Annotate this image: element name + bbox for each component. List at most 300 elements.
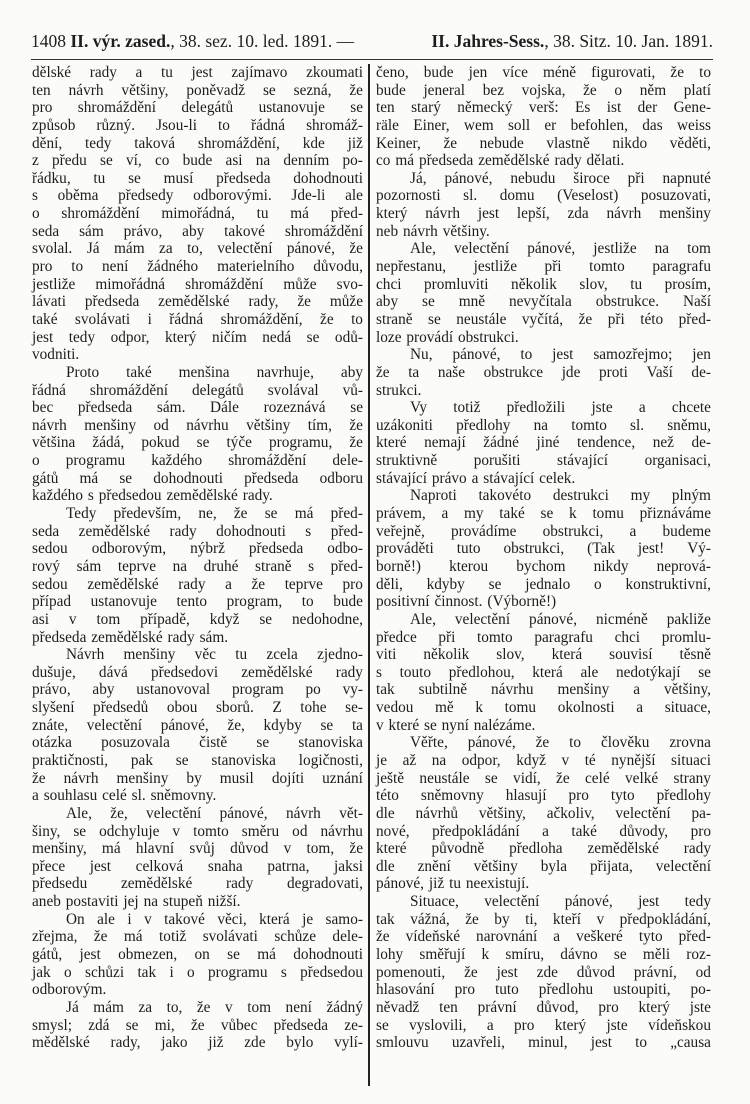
word: že xyxy=(535,734,550,752)
word: vět- xyxy=(339,804,363,822)
word: sněmovny. xyxy=(150,787,217,805)
text-line xyxy=(32,364,363,382)
text-line xyxy=(376,364,711,382)
word: teprve xyxy=(284,575,323,593)
word: předseda xyxy=(84,293,140,311)
word: (Veselost) xyxy=(557,187,619,205)
word: především, xyxy=(113,505,182,523)
word: předseda xyxy=(248,540,304,558)
word: praktičnosti, xyxy=(32,751,109,769)
word: dohodnouti xyxy=(153,469,223,487)
word: týče xyxy=(226,434,252,452)
word: to xyxy=(351,310,363,328)
word: chcete xyxy=(671,399,711,417)
word: jest xyxy=(89,857,112,875)
word: sám. xyxy=(199,628,229,646)
text-line xyxy=(376,911,711,929)
word: pánové, xyxy=(564,893,613,911)
word: totiž xyxy=(453,399,481,417)
text-line xyxy=(376,893,711,911)
word: nedotýkají xyxy=(615,663,681,681)
word: ačkoliv, xyxy=(546,804,595,822)
word: rady xyxy=(683,840,711,858)
word: že xyxy=(251,575,266,593)
word: se xyxy=(119,469,133,487)
word: se xyxy=(73,822,87,840)
text-line xyxy=(32,823,363,841)
word: k xyxy=(569,505,577,523)
word: není xyxy=(285,998,312,1016)
word: široce xyxy=(573,169,610,187)
word: Tedy xyxy=(66,505,97,523)
word: dele- xyxy=(332,928,363,946)
text-line xyxy=(32,981,363,999)
column-divider xyxy=(368,64,370,1086)
word: předseda xyxy=(418,152,474,170)
word: je xyxy=(376,751,388,769)
word: ta xyxy=(408,363,420,381)
word: tak xyxy=(137,963,157,981)
word: rady xyxy=(167,628,195,646)
word: ze- xyxy=(344,1016,363,1034)
text-line xyxy=(32,276,363,294)
word: návrhu xyxy=(491,681,534,699)
word: bylo xyxy=(286,1034,314,1052)
word: šiny, xyxy=(32,822,61,840)
word: dělati. xyxy=(586,152,625,170)
word: s xyxy=(280,963,287,981)
word: když xyxy=(516,751,546,769)
word: sněmovny xyxy=(420,787,484,805)
word: sl. xyxy=(131,787,146,805)
word: verš: xyxy=(528,99,559,117)
word: důvodu, xyxy=(313,258,363,276)
word: tendence, xyxy=(576,434,636,452)
word: že xyxy=(583,81,597,99)
word: prosím, xyxy=(664,275,711,293)
word: a xyxy=(636,699,644,717)
word: a xyxy=(638,399,646,417)
word: důvod xyxy=(230,840,269,858)
word: se xyxy=(320,716,334,734)
text-line xyxy=(376,699,711,717)
word: slov, xyxy=(579,275,608,293)
word: při xyxy=(607,310,625,328)
word: lávati xyxy=(32,293,66,311)
word: logičnosti, xyxy=(298,751,363,769)
word: Vy xyxy=(410,399,427,417)
text-line xyxy=(376,611,711,629)
word: tom, xyxy=(306,840,335,858)
word: minul, xyxy=(528,1034,568,1052)
word: oběma xyxy=(57,187,99,205)
text-line xyxy=(376,964,711,982)
text-line xyxy=(32,452,363,470)
word: promlu- xyxy=(661,628,711,646)
word: proti xyxy=(598,363,628,381)
word: žádné xyxy=(483,434,519,452)
word: který xyxy=(376,205,408,223)
word: neexistují. xyxy=(465,875,530,893)
word: se xyxy=(262,81,276,99)
word: tomu xyxy=(592,505,624,523)
word: s xyxy=(87,487,94,505)
word: paragrafu xyxy=(534,628,593,646)
word: nikdo xyxy=(612,134,648,152)
word: po xyxy=(305,681,321,699)
word: materielního xyxy=(217,258,295,276)
word: přiznáváme xyxy=(639,505,711,523)
word: se xyxy=(376,1016,389,1034)
word: bez xyxy=(482,81,504,99)
word: pánové, xyxy=(286,240,335,258)
word: v xyxy=(376,716,384,734)
word: straně xyxy=(255,557,292,575)
word: pomenouti, xyxy=(376,963,446,981)
word: se xyxy=(484,769,498,787)
word: Z xyxy=(272,699,282,717)
word: nižší. xyxy=(207,893,241,911)
text-line xyxy=(376,240,711,258)
word: tu xyxy=(235,646,248,664)
word: různý. xyxy=(96,116,136,134)
word: weiss xyxy=(676,116,711,134)
word: takovéto xyxy=(478,487,532,505)
word: právem, xyxy=(376,505,426,523)
word: tuto xyxy=(495,981,519,999)
word: pak xyxy=(130,751,153,769)
word: konstruktivní, xyxy=(625,575,711,593)
word: již xyxy=(347,134,363,152)
word: nedá xyxy=(262,328,292,346)
word: v xyxy=(596,910,605,928)
word: neprová- xyxy=(656,557,711,575)
word: činnost. xyxy=(434,593,483,611)
word: tomto xyxy=(477,628,513,646)
word: může xyxy=(283,275,317,293)
word: shromáždění xyxy=(185,275,264,293)
word: se xyxy=(540,505,554,523)
text-line xyxy=(376,223,711,241)
word: i xyxy=(147,310,152,328)
word: zřejma, xyxy=(32,928,78,946)
word: mědělské xyxy=(32,1034,90,1052)
word: posuzovala xyxy=(101,734,170,752)
text-line xyxy=(376,787,711,805)
word: jednalo xyxy=(525,575,571,593)
word: seda xyxy=(32,222,60,240)
word: on xyxy=(194,946,210,964)
word: pro xyxy=(32,258,53,276)
word: ví, xyxy=(126,152,142,170)
word: a xyxy=(633,681,641,699)
word: vidí, xyxy=(513,769,541,787)
word: po- xyxy=(690,981,711,999)
text-line xyxy=(32,434,363,452)
word: ti, xyxy=(525,910,538,928)
word: se xyxy=(350,399,363,417)
word: na xyxy=(431,751,447,769)
word: gátů, xyxy=(32,946,63,964)
text-line xyxy=(32,770,363,788)
text-line xyxy=(376,1017,711,1035)
word: dávno xyxy=(560,946,598,964)
word: pánové, xyxy=(529,610,578,628)
word: že xyxy=(93,928,108,946)
word: druhé xyxy=(203,557,239,575)
word: Já xyxy=(86,240,100,258)
word: obstrukce. xyxy=(595,293,660,311)
word: Já xyxy=(66,998,79,1016)
word: a xyxy=(441,505,449,523)
word: poněvadž xyxy=(186,81,246,99)
word: jest xyxy=(79,946,101,964)
text-line xyxy=(32,893,363,911)
word: velectění xyxy=(86,716,143,734)
word: loze xyxy=(376,328,402,346)
text-line xyxy=(32,558,363,576)
word: o xyxy=(32,452,40,470)
word: se xyxy=(488,575,502,593)
word: odpor, xyxy=(461,751,501,769)
word: návrh xyxy=(63,769,99,787)
word: jest xyxy=(496,963,518,981)
word: programu xyxy=(65,452,126,470)
text-line xyxy=(32,858,363,876)
paragraph xyxy=(32,364,363,505)
word: že xyxy=(376,363,390,381)
word: svo- xyxy=(336,275,363,293)
word: smysl; xyxy=(32,1016,72,1034)
word: neustále xyxy=(419,769,470,787)
word: Ale, xyxy=(66,804,92,822)
text-line xyxy=(32,329,363,347)
word: velectění xyxy=(146,804,202,822)
word: předsedy xyxy=(118,187,174,205)
text-line xyxy=(376,487,711,505)
word: to, xyxy=(166,998,183,1016)
text-line xyxy=(32,64,363,82)
word: se xyxy=(196,434,210,452)
word: který xyxy=(638,998,670,1016)
word: návrh xyxy=(425,205,461,223)
word: menšiny xyxy=(123,646,176,664)
word: předsedů xyxy=(93,699,149,717)
word: se xyxy=(264,505,278,523)
word: v xyxy=(561,751,570,769)
word: se xyxy=(613,946,627,964)
paragraph xyxy=(376,170,711,241)
word: předce xyxy=(376,628,417,646)
word: předseda xyxy=(216,169,271,187)
word: dle xyxy=(376,804,395,822)
word: rady xyxy=(226,875,254,893)
word: sedou xyxy=(32,540,68,558)
word: které xyxy=(388,716,420,734)
word: shromáždění xyxy=(284,222,363,240)
word: před- xyxy=(330,557,363,575)
word: by xyxy=(186,769,202,787)
word: jest xyxy=(552,346,574,364)
word: předseda xyxy=(273,1016,329,1034)
word: mně xyxy=(458,293,486,311)
word: s xyxy=(305,522,312,540)
word: pokud xyxy=(141,434,180,452)
word: něvadž xyxy=(376,998,420,1016)
text-line xyxy=(32,911,363,929)
text-line xyxy=(32,152,363,170)
word: tomto xyxy=(589,258,625,276)
word: této xyxy=(376,787,399,805)
word: jde xyxy=(561,363,581,381)
word: kdyby xyxy=(263,716,302,734)
word: dění, xyxy=(32,134,63,152)
word: pánové, xyxy=(444,169,493,187)
word: to xyxy=(301,593,314,611)
word: mimořádná, xyxy=(161,205,235,223)
word: patrna, xyxy=(267,857,310,875)
word: pánové, xyxy=(452,346,501,364)
word: program, xyxy=(226,593,283,611)
word: která xyxy=(551,646,583,664)
word: sám. xyxy=(156,399,186,417)
word: rady. xyxy=(242,487,273,505)
word: po- xyxy=(342,152,363,170)
word: dele- xyxy=(332,452,363,470)
word: shromáždění xyxy=(89,381,169,399)
header-right-session: II. Jahres-Sess. xyxy=(431,31,545,51)
word: předsedou xyxy=(300,963,363,981)
word: několik xyxy=(511,275,557,293)
word: v xyxy=(225,998,233,1016)
word: od xyxy=(153,416,169,434)
word: zemědělské xyxy=(120,875,193,893)
word: Nu, xyxy=(410,346,433,364)
word: tak xyxy=(376,681,395,699)
word: ale xyxy=(345,187,363,205)
word: o xyxy=(614,81,623,99)
text-line xyxy=(376,946,711,964)
text-line xyxy=(32,258,363,276)
text-line xyxy=(32,470,363,488)
word: pro xyxy=(690,822,711,840)
word: totiž xyxy=(159,928,187,946)
header-right-rest: , 38. Sitz. 10. Jan. 1891. xyxy=(544,31,713,51)
text-line xyxy=(376,734,711,752)
text-line xyxy=(376,717,711,735)
word: Einer, xyxy=(413,116,450,134)
word: případ xyxy=(32,593,72,611)
word: předloha xyxy=(509,840,563,858)
text-line xyxy=(32,540,363,558)
word: asi xyxy=(32,610,49,628)
word: odů- xyxy=(334,328,363,346)
word: vídeňské xyxy=(405,928,461,946)
word: tomto xyxy=(571,416,607,434)
word: velectění xyxy=(217,240,273,258)
word: Jsou-li xyxy=(156,116,197,134)
word: napnuté xyxy=(662,169,711,187)
word: že xyxy=(376,928,390,946)
word: velectění xyxy=(615,804,671,822)
word: také xyxy=(126,363,152,381)
word: tu xyxy=(449,875,461,893)
word: otázka xyxy=(32,734,72,752)
text-line xyxy=(376,135,711,153)
word: již xyxy=(208,1034,224,1052)
word: obmezen, xyxy=(118,946,178,964)
word: tu xyxy=(630,275,643,293)
word: je xyxy=(302,910,314,928)
text-line xyxy=(32,928,363,946)
word: musil xyxy=(219,769,254,787)
word: program xyxy=(231,681,284,699)
word: Proto xyxy=(66,363,100,381)
text-line xyxy=(376,452,711,470)
text-line xyxy=(376,1034,711,1052)
word: rady, xyxy=(110,1034,141,1052)
word: to xyxy=(569,734,582,752)
word: má xyxy=(294,505,314,523)
text-line xyxy=(376,928,711,946)
word: a xyxy=(32,787,39,805)
paragraph xyxy=(376,399,711,487)
text-line xyxy=(376,117,711,135)
word: On xyxy=(66,910,85,928)
word: jste xyxy=(606,1016,628,1034)
word: zemědělské xyxy=(478,152,550,170)
word: ale xyxy=(580,663,599,681)
word: dělské xyxy=(32,64,72,81)
text-line xyxy=(376,664,711,682)
word: menšiny xyxy=(659,205,711,223)
word: sedou xyxy=(32,575,68,593)
word: situace, xyxy=(664,699,711,717)
word: bude xyxy=(333,593,363,611)
word: rady xyxy=(89,64,117,81)
word: jen xyxy=(468,64,488,81)
word: kde xyxy=(302,134,325,152)
word: že xyxy=(670,64,684,81)
word: jest xyxy=(477,205,500,223)
word: více xyxy=(502,64,528,81)
word: dohodnouti xyxy=(293,169,363,187)
word: až xyxy=(402,751,417,769)
word: na xyxy=(172,557,188,575)
word: er xyxy=(544,116,557,134)
word: bude xyxy=(182,152,213,170)
word: dává xyxy=(98,663,128,681)
word: slyšení xyxy=(32,699,75,717)
word: Ale, xyxy=(410,610,436,628)
text-line xyxy=(32,646,363,664)
word: má xyxy=(123,928,143,946)
text-line xyxy=(32,805,363,823)
word: méně xyxy=(542,64,577,81)
text-line xyxy=(376,346,711,364)
word: způsob xyxy=(32,116,76,134)
word: měli xyxy=(642,946,671,964)
word: se xyxy=(128,169,141,187)
word: dle xyxy=(376,857,395,875)
word: tom xyxy=(247,998,271,1016)
word: předsedu xyxy=(32,875,88,893)
word: prováděti xyxy=(376,540,434,558)
paragraph xyxy=(376,611,711,734)
text-line xyxy=(376,875,711,893)
word: odborovými. xyxy=(193,187,272,205)
word: svolal. xyxy=(32,240,73,258)
